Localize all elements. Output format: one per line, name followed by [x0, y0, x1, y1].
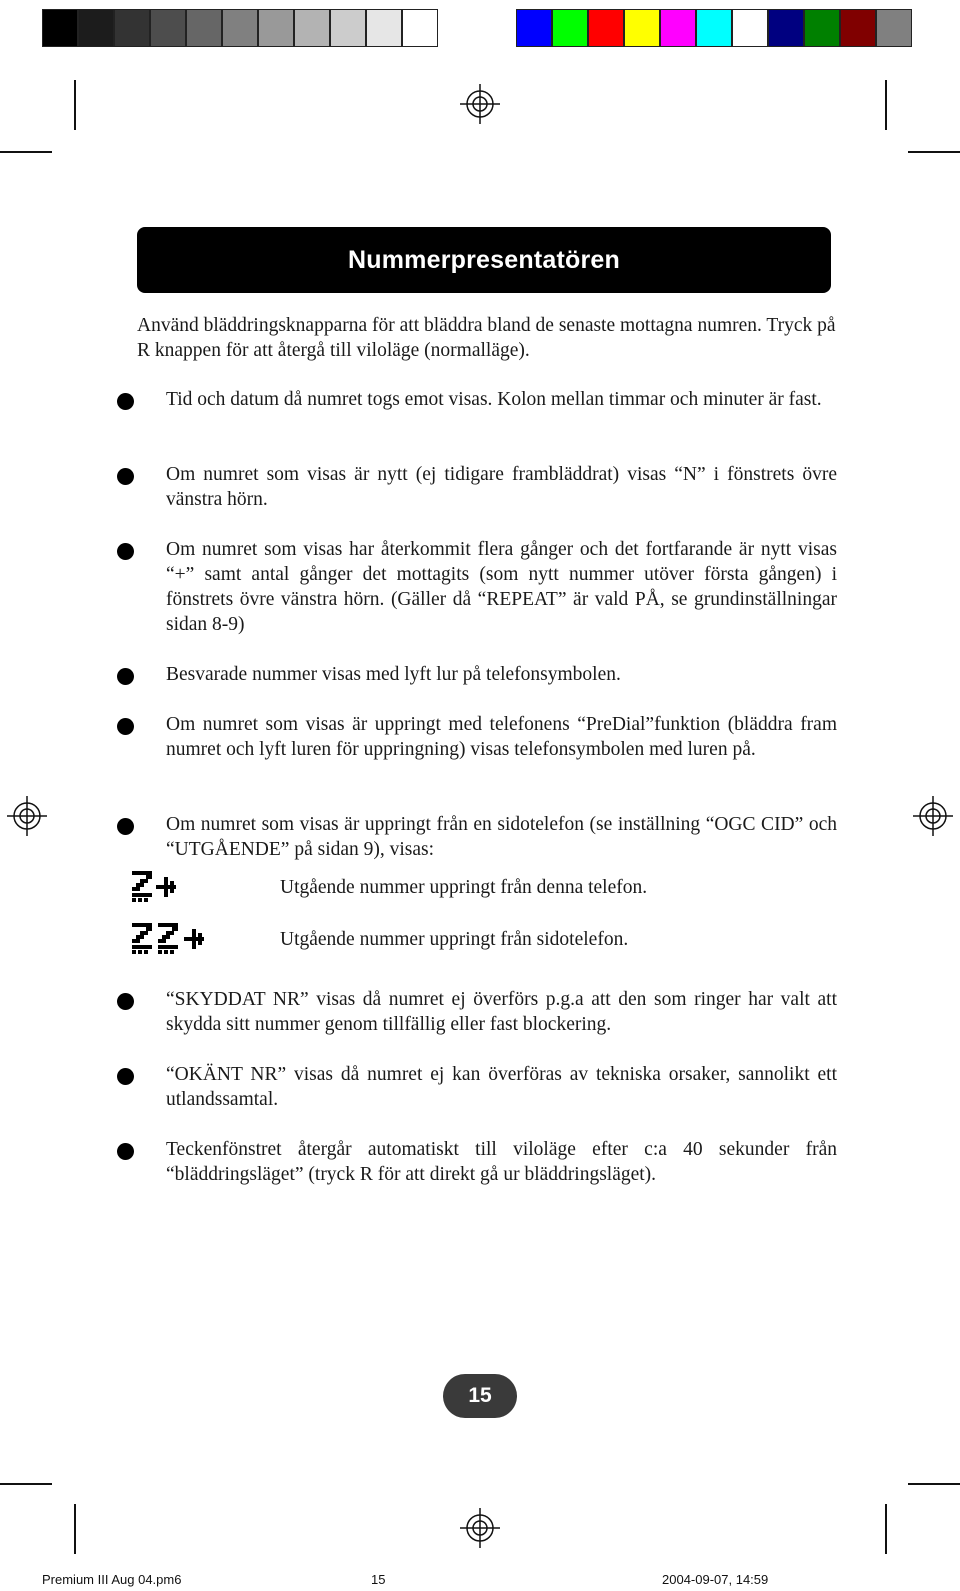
- list-item: [117, 987, 837, 1037]
- bullet-icon: [117, 993, 134, 1010]
- calibration-swatch: [804, 9, 840, 47]
- crop-mark: [0, 1483, 52, 1485]
- intro-paragraph: Använd bläddringsknapparna för att bläddra bland de senaste mottagna numren. Tryck på R knappen för att återgå till viloläge (normalläge).: [137, 315, 836, 361]
- list-item-text: Om numret som visas har återkommit flera gånger och det fortfarande är nytt visas “+” samt antal gånger det mottagits (som nytt nummer utöver första gången) i fönstrets övre vänstra hörn. (Gäller då “REPEAT” är vald PÅ, se grundinställningar sidan 8-9): [166, 539, 837, 635]
- list-item: [117, 712, 837, 762]
- list-item-text: Om numret som visas är nytt (ej tidigare frambläddrat) visas “N” i fönstrets övre vänstra hörn.: [166, 464, 837, 510]
- registration-mark-icon: [460, 1508, 500, 1548]
- crop-mark: [74, 1504, 76, 1554]
- list-item: [117, 812, 837, 862]
- calibration-swatch: [660, 9, 696, 47]
- crop-mark: [908, 151, 960, 153]
- calibration-swatch: [294, 9, 330, 47]
- calibration-swatch: [222, 9, 258, 47]
- bullet-icon: [117, 1143, 134, 1160]
- calibration-swatch: [552, 9, 588, 47]
- crop-mark: [74, 80, 76, 130]
- calibration-swatch: [624, 9, 660, 47]
- page-number-badge: 15: [443, 1374, 517, 1418]
- bullet-icon: [117, 718, 134, 735]
- calibration-swatch: [840, 9, 876, 47]
- list-item: [117, 1062, 837, 1112]
- list-item: [117, 387, 837, 412]
- list-item: [117, 1137, 837, 1187]
- list-item: [117, 537, 837, 637]
- list-item: [117, 462, 837, 512]
- calibration-swatch: [78, 9, 114, 47]
- crop-mark: [885, 1504, 887, 1554]
- list-item-text: “OKÄNT NR” visas då numret ej kan överföras av tekniska orsaker, sannolikt ett utlandssamtal.: [166, 1064, 837, 1110]
- section-header-banner: [137, 227, 831, 293]
- calibration-swatch: [588, 9, 624, 47]
- registration-mark-icon: [913, 796, 953, 836]
- calibration-swatch: [696, 9, 732, 47]
- outgoing-double-icon: [130, 921, 210, 957]
- list-item: [117, 662, 837, 687]
- bullet-icon: [117, 468, 134, 485]
- calibration-swatch: [186, 9, 222, 47]
- calibration-swatch: [768, 9, 804, 47]
- bullet-icon: [117, 543, 134, 560]
- calibration-swatch: [258, 9, 294, 47]
- list-item-text: Teckenfönstret återgår automatiskt till viloläge efter c:a 40 sekunder från “bläddringsläget” (tryck R för att direkt gå ur bläddringsläget).: [166, 1139, 837, 1185]
- registration-mark-icon: [460, 84, 500, 124]
- list-item-text: “SKYDDAT NR” visas då numret ej överförs p.g.a att den som ringer har valt att skydda sitt nummer genom tillfällig eller fast blockering.: [166, 989, 837, 1035]
- bullet-icon: [117, 1068, 134, 1085]
- symbol-label: Utgående nummer uppringt från sidotelefon.: [280, 929, 629, 950]
- list-item-text: Besvarade nummer visas med lyft lur på telefonsymbolen.: [166, 664, 621, 685]
- bullet-icon: [117, 818, 134, 835]
- bullet-icon: [117, 668, 134, 685]
- color-calibration-bar: [516, 9, 912, 47]
- calibration-swatch: [876, 9, 912, 47]
- bullet-icon: [117, 393, 134, 410]
- registration-mark-icon: [7, 796, 47, 836]
- symbol-legend-row: [130, 921, 830, 961]
- list-item-text: Om numret som visas är uppringt från en sidotelefon (se inställning “OGC CID” och “UTGÅENDE” på sidan 9), visas:: [166, 814, 837, 860]
- symbol-label: Utgående nummer uppringt från denna telefon.: [280, 877, 648, 898]
- outgoing-single-icon: [130, 869, 180, 905]
- calibration-swatch: [330, 9, 366, 47]
- crop-mark: [0, 151, 52, 153]
- page-title: Nummerpresentatören: [348, 245, 620, 274]
- crop-mark: [908, 1483, 960, 1485]
- list-item-text: Om numret som visas är uppringt med telefonens “PreDial”funktion (bläddra fram numret och lyft luren för uppringning) visas telefonsymbolen med luren på.: [166, 714, 837, 760]
- list-item-text: Tid och datum då numret togs emot visas. Kolon mellan timmar och minuter är fast.: [166, 389, 822, 410]
- calibration-swatch: [366, 9, 402, 47]
- footer-timestamp: 2004-09-07, 14:59: [662, 1572, 769, 1587]
- calibration-swatch: [732, 9, 768, 47]
- symbol-legend-row: [130, 869, 830, 909]
- calibration-swatch: [114, 9, 150, 47]
- calibration-swatch: [516, 9, 552, 47]
- grayscale-calibration-bar: [42, 9, 438, 47]
- calibration-swatch: [150, 9, 186, 47]
- footer-filename: Premium III Aug 04.pm6: [42, 1572, 182, 1587]
- calibration-swatch: [42, 9, 78, 47]
- crop-mark: [885, 80, 887, 130]
- footer-page: 15: [371, 1572, 386, 1587]
- calibration-swatch: [402, 9, 438, 47]
